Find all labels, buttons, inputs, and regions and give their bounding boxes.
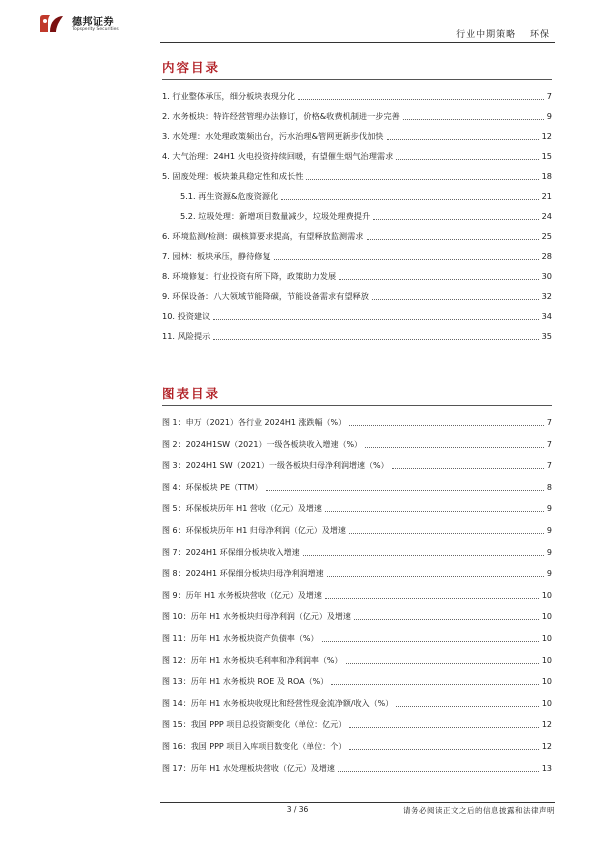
toc-entry-label: 8. 环境修复：行业投资有所下降，政策助力发展 bbox=[162, 271, 337, 281]
footer-divider bbox=[160, 802, 555, 803]
toc-entry-label: 6. 环境监测/检测：碳核算要求提高，有望释放监测需求 bbox=[162, 231, 364, 241]
toc-list bbox=[162, 86, 552, 346]
toc-title-rule bbox=[162, 79, 552, 80]
figure-entry-page: 10 bbox=[541, 698, 552, 708]
figure-entry-label: 图 13：历年 H1 水务板块 ROE 及 ROA（%） bbox=[162, 677, 329, 687]
header-doc-info bbox=[446, 27, 550, 40]
toc-entry-leader bbox=[274, 259, 539, 260]
brand-name-cn: 德邦证券 bbox=[72, 17, 114, 28]
figure-entry-leader bbox=[349, 425, 544, 426]
toc-entry-leader bbox=[339, 279, 539, 280]
figure-entry-page: 7 bbox=[546, 461, 552, 471]
figure-entry-page: 9 bbox=[546, 569, 552, 579]
toc-entry-page: 30 bbox=[541, 271, 552, 281]
doc-type: 行业中期策略 bbox=[456, 30, 517, 40]
figure-entry[interactable] bbox=[162, 585, 552, 607]
figure-entry-page: 10 bbox=[541, 612, 552, 622]
figure-entry-page: 10 bbox=[541, 633, 552, 643]
toc-entry[interactable] bbox=[162, 126, 552, 146]
toc-entry[interactable] bbox=[162, 266, 552, 286]
figure-entry-leader bbox=[349, 727, 539, 728]
figure-entry[interactable] bbox=[162, 628, 552, 650]
toc-entry[interactable] bbox=[162, 226, 552, 246]
toc-entry[interactable] bbox=[162, 306, 552, 326]
figure-entry-page: 7 bbox=[546, 418, 552, 427]
toc-entry-page: 18 bbox=[541, 171, 552, 181]
toc-entry-label: 5.1. 再生资源&危废资源化 bbox=[180, 191, 279, 201]
figure-entry-label: 图 2：2024H1SW（2021）一级各板块收入增速（%） bbox=[162, 439, 363, 449]
figure-entry-page: 8 bbox=[546, 482, 552, 492]
figure-entry-leader bbox=[346, 663, 539, 664]
figure-entry-leader bbox=[303, 555, 544, 556]
figure-entry-page: 9 bbox=[546, 547, 552, 557]
figure-entry[interactable] bbox=[162, 606, 552, 628]
toc-entry-label: 11. 风险提示 bbox=[162, 331, 211, 341]
figure-entry-page: 9 bbox=[546, 525, 552, 535]
figures-list bbox=[162, 412, 552, 779]
toc-entry-page: 9 bbox=[546, 111, 552, 121]
figure-entry-label: 图 4：环保板块 PE（TTM） bbox=[162, 482, 263, 492]
figure-entry[interactable] bbox=[162, 650, 552, 672]
figure-entry-label: 图 15：我国 PPP 项目总投资额变化（单位：亿元） bbox=[162, 720, 347, 730]
figure-entry-label: 图 10：历年 H1 水务板块归母净利润（亿元）及增速 bbox=[162, 612, 351, 622]
toc-entry[interactable] bbox=[162, 206, 552, 226]
figure-entry-label: 图 1：申万（2021）各行业 2024H1 涨跌幅（%） bbox=[162, 418, 347, 427]
figure-entry[interactable] bbox=[162, 714, 552, 736]
toc-entry-page: 21 bbox=[541, 191, 552, 201]
footer-disclaimer: 请务必阅读正文之后的信息披露和法律声明 bbox=[403, 806, 555, 815]
company-logo-icon bbox=[36, 12, 68, 36]
toc-entry-label: 4. 大气治理：24H1 火电投资持续回暖，有望催生烟气治理需求 bbox=[162, 151, 394, 161]
figure-entry-label: 图 3：2024H1 SW（2021）一级各板块归母净利润增速（%） bbox=[162, 461, 389, 471]
toc-entry[interactable] bbox=[162, 146, 552, 166]
header-divider bbox=[160, 42, 555, 43]
page-number: 3 / 36 bbox=[286, 805, 309, 814]
toc-entry-page: 25 bbox=[541, 231, 552, 241]
toc-entry[interactable] bbox=[162, 106, 552, 126]
figure-entry-label: 图 6：环保板块历年 H1 归母净利润（亿元）及增速 bbox=[162, 525, 346, 535]
figure-entry-label: 图 5：环保板块历年 H1 营收（亿元）及增速 bbox=[162, 504, 322, 514]
figure-entry-leader bbox=[349, 533, 544, 534]
figure-entry-page: 10 bbox=[541, 655, 552, 665]
toc-entry[interactable] bbox=[162, 326, 552, 346]
toc-entry-leader bbox=[387, 139, 539, 140]
figure-entry-leader bbox=[365, 447, 544, 448]
figure-entry[interactable] bbox=[162, 542, 552, 564]
toc-entry-label: 3. 水处理：水处理政策频出台，污水治理&管网更新步伐加快 bbox=[162, 131, 384, 141]
toc-entry[interactable] bbox=[162, 286, 552, 306]
toc-entry-page: 7 bbox=[546, 91, 552, 101]
figure-entry[interactable] bbox=[162, 563, 552, 585]
figure-entry[interactable] bbox=[162, 736, 552, 758]
figure-entry-leader bbox=[266, 490, 544, 491]
figures-title-rule bbox=[162, 405, 552, 406]
figure-entry[interactable] bbox=[162, 520, 552, 542]
figure-entry-label: 图 11：历年 H1 水务板块资产负债率（%） bbox=[162, 633, 319, 643]
toc-entry-label: 2. 水务板块：特许经营管理办法修订，价格&收费机制进一步完善 bbox=[162, 111, 400, 121]
figure-entry-leader bbox=[392, 468, 544, 469]
toc-entry-leader bbox=[396, 159, 539, 160]
figure-entry-leader bbox=[331, 684, 539, 685]
figure-entry[interactable] bbox=[162, 455, 552, 477]
figure-entry-label: 图 12：历年 H1 水务板块毛利率和净利润率（%） bbox=[162, 655, 343, 665]
figure-entry[interactable] bbox=[162, 758, 552, 780]
toc-entry[interactable] bbox=[162, 86, 552, 106]
figure-entry-leader bbox=[396, 706, 539, 707]
figure-entry-leader bbox=[322, 641, 539, 642]
toc-entry-label: 5. 固废处理：板块兼具稳定性和成长性 bbox=[162, 171, 304, 181]
figure-entry-label: 图 8：2024H1 环保细分板块归母净利润增速 bbox=[162, 569, 324, 579]
doc-sector: 环保 bbox=[529, 30, 550, 40]
toc-entry-page: 32 bbox=[541, 291, 552, 301]
brand-name-en: Topsperity Securities bbox=[72, 27, 119, 32]
toc-entry-page: 15 bbox=[541, 151, 552, 161]
figure-entry-page: 12 bbox=[541, 741, 552, 751]
toc-entry-leader bbox=[367, 239, 539, 240]
figure-entry[interactable] bbox=[162, 671, 552, 693]
figure-entry-page: 10 bbox=[541, 590, 552, 600]
figure-entry[interactable] bbox=[162, 477, 552, 499]
figure-entry-page: 12 bbox=[541, 720, 552, 730]
toc-entry-leader bbox=[372, 299, 539, 300]
toc-entry-leader bbox=[298, 99, 544, 100]
toc-entry-leader bbox=[306, 179, 539, 180]
toc-title: 内容目录 bbox=[162, 60, 221, 75]
figure-entry-leader bbox=[349, 749, 539, 750]
toc-entry-label: 7. 园林：板块承压，静待修复 bbox=[162, 251, 271, 261]
toc-entry-page: 12 bbox=[541, 131, 552, 141]
toc-entry-page: 24 bbox=[541, 211, 552, 221]
toc-entry-page: 35 bbox=[541, 331, 552, 341]
figures-title: 图表目录 bbox=[162, 386, 221, 401]
figure-entry-label: 图 17：历年 H1 水处理板块营收（亿元）及增速 bbox=[162, 763, 335, 773]
figure-entry[interactable] bbox=[162, 434, 552, 456]
figure-entry-leader bbox=[338, 771, 539, 772]
figure-entry[interactable] bbox=[162, 412, 552, 434]
toc-entry-leader bbox=[373, 219, 539, 220]
page-header bbox=[0, 0, 595, 46]
toc-entry-leader bbox=[213, 339, 539, 340]
figure-entry-label: 图 14：历年 H1 水务板块收现比和经营性现金流净额/收入（%） bbox=[162, 698, 394, 708]
figure-entry-page: 13 bbox=[541, 763, 552, 773]
toc-entry-leader bbox=[403, 119, 544, 120]
toc-entry-label: 10. 投资建议 bbox=[162, 311, 211, 321]
figure-entry-page: 9 bbox=[546, 504, 552, 514]
toc-entry-page: 34 bbox=[541, 311, 552, 321]
figure-entry-leader bbox=[325, 598, 539, 599]
figure-entry[interactable] bbox=[162, 693, 552, 715]
figure-entry[interactable] bbox=[162, 498, 552, 520]
figure-entry-leader bbox=[354, 619, 539, 620]
toc-entry-page: 28 bbox=[541, 251, 552, 261]
figure-entry-label: 图 9：历年 H1 水务板块营收（亿元）及增速 bbox=[162, 590, 322, 600]
figure-entry-page: 7 bbox=[546, 439, 552, 449]
figure-entry-page: 10 bbox=[541, 677, 552, 687]
toc-entry[interactable] bbox=[162, 186, 552, 206]
toc-entry-label: 1. 行业整体承压，细分板块表现分化 bbox=[162, 91, 296, 101]
figure-entry-label: 图 16：我国 PPP 项目入库项目数变化（单位：个） bbox=[162, 741, 347, 751]
toc-entry-label: 9. 环保设备：八大领域节能降碳，节能设备需求有望释放 bbox=[162, 291, 369, 301]
figure-entry-leader bbox=[327, 576, 544, 577]
figure-entry-leader bbox=[325, 511, 544, 512]
toc-entry[interactable] bbox=[162, 166, 552, 186]
toc-entry-leader bbox=[281, 199, 539, 200]
toc-entry-leader bbox=[213, 319, 539, 320]
toc-entry-label: 5.2. 垃圾处理：新增项目数量减少，垃圾处理费提升 bbox=[180, 211, 371, 221]
figure-entry-label: 图 7：2024H1 环保细分板块收入增速 bbox=[162, 547, 300, 557]
toc-entry[interactable] bbox=[162, 246, 552, 266]
